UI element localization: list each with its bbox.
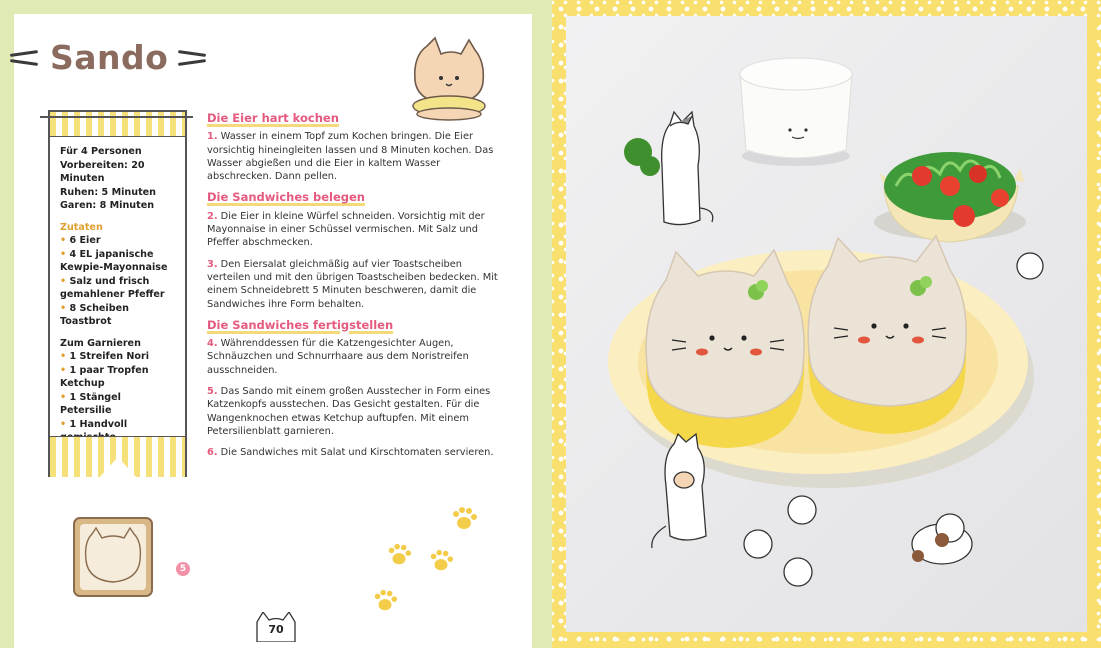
bread-slice-cutter-icon — [72, 516, 154, 598]
paw-print-icon — [386, 542, 412, 568]
servings: Für 4 Personen — [60, 146, 142, 157]
step-paragraph — [207, 337, 507, 377]
step-text: Wasser in einem Topf zum Kochen bringen. Die Eier vorsichtig hineingleiten lassen und 8 Minuten kochen. Das Wasser abgießen und die Eier in kaltem Wasser abschrecken. Dann pellen. — [207, 131, 494, 183]
step-number: 2. — [207, 210, 218, 222]
info-banner — [48, 110, 187, 477]
step-text: Das Sando mit einem großen Ausstecher in Form eines Katzenkopfs ausstechen. Das Gesicht gestalten. Für die Wangenknochen etwas Ketchup auftupfen. Mit einem Petersilienblatt garnieren. — [207, 386, 491, 437]
ingredient-item: • Salz und frisch gemahlener Pfeffer — [60, 275, 175, 302]
cat-sandwich-plate-photo — [566, 16, 1087, 632]
paw-print-icon — [450, 505, 478, 533]
ingredients-heading: Zutaten — [60, 221, 103, 233]
ingredient-item: • 4 EL japanische Kewpie-Mayonnaise — [60, 248, 175, 275]
ingredient-item: • 6 Eier — [60, 234, 175, 248]
garnish-item: • 1 Streifen Nori — [60, 350, 175, 364]
step-section — [207, 319, 507, 460]
paw-print-icon — [372, 588, 398, 614]
section-heading: Die Sandwiches fertigstellen — [207, 317, 394, 332]
step-text: Währenddessen für die Katzengesichter Augen, Schnäuzchen und Schnurrhaare aus dem Noristreifen ausschneiden. — [207, 338, 469, 376]
step-number: 5. — [207, 386, 218, 398]
section-heading: Die Sandwiches belegen — [207, 190, 365, 205]
page-number — [255, 612, 297, 638]
banner-notch — [98, 457, 138, 479]
ingredient-list — [60, 234, 175, 329]
step-number: 6. — [207, 447, 218, 459]
step-number: 4. — [207, 338, 218, 350]
step-paragraph — [207, 210, 507, 250]
garnish-heading: Zum Garnieren — [60, 337, 141, 349]
step-paragraph — [207, 130, 507, 183]
garnish-item: • 1 Handvoll — [60, 418, 175, 459]
prep-time: Vorbereiten: 20 Minuten — [60, 159, 145, 184]
page-number-text: 70 — [268, 623, 284, 636]
cat-sando-illustration-icon — [405, 36, 493, 122]
food-photo — [566, 16, 1087, 632]
garnish-item: • 1 paar Tropfen Ketchup — [60, 364, 175, 391]
step-section — [207, 112, 507, 183]
recipe-steps — [207, 112, 507, 468]
garnish-item: • 1 Stängel Petersilie — [60, 391, 175, 418]
banner-stripes-top — [50, 112, 185, 137]
whisker-left-icon — [10, 51, 40, 65]
step-paragraph — [207, 385, 507, 438]
step-text: Den Eiersalat gleichmäßig auf vier Toastscheiben verteilen und mit den übrigen Toastscheiben bedecken. Mit einem Schneidebrett 5 Minuten beschweren, damit die Sandwiches ihre Form behalten. — [207, 258, 498, 310]
step-text: Die Eier in kleine Würfel schneiden. Vorsichtig mit der Mayonnaise in einer Schüssel vermischen. Mit Salz und Pfeffer abschmecken. — [207, 210, 485, 249]
rest-time: Ruhen: 5 Minuten — [60, 186, 156, 198]
ingredient-item: • 8 Scheiben Toastbrot — [60, 302, 175, 329]
recipe-info — [50, 137, 185, 480]
step-badge: 5 — [176, 562, 190, 576]
step-section — [207, 191, 507, 310]
recipe-title-block — [10, 38, 208, 77]
step-number: 1. — [207, 131, 218, 143]
recipe-title: Sando — [50, 38, 169, 77]
cook-time: Garen: 8 Minuten — [60, 200, 155, 211]
step-number: 3. — [207, 258, 218, 270]
section-heading: Die Eier hart kochen — [207, 111, 339, 125]
step-paragraph — [207, 258, 507, 311]
paw-print-icon — [428, 548, 454, 574]
whisker-right-icon — [178, 51, 208, 65]
step-paragraph — [207, 446, 507, 459]
step-text: Die Sandwiches mit Salat und Kirschtomaten servieren. — [220, 447, 494, 459]
